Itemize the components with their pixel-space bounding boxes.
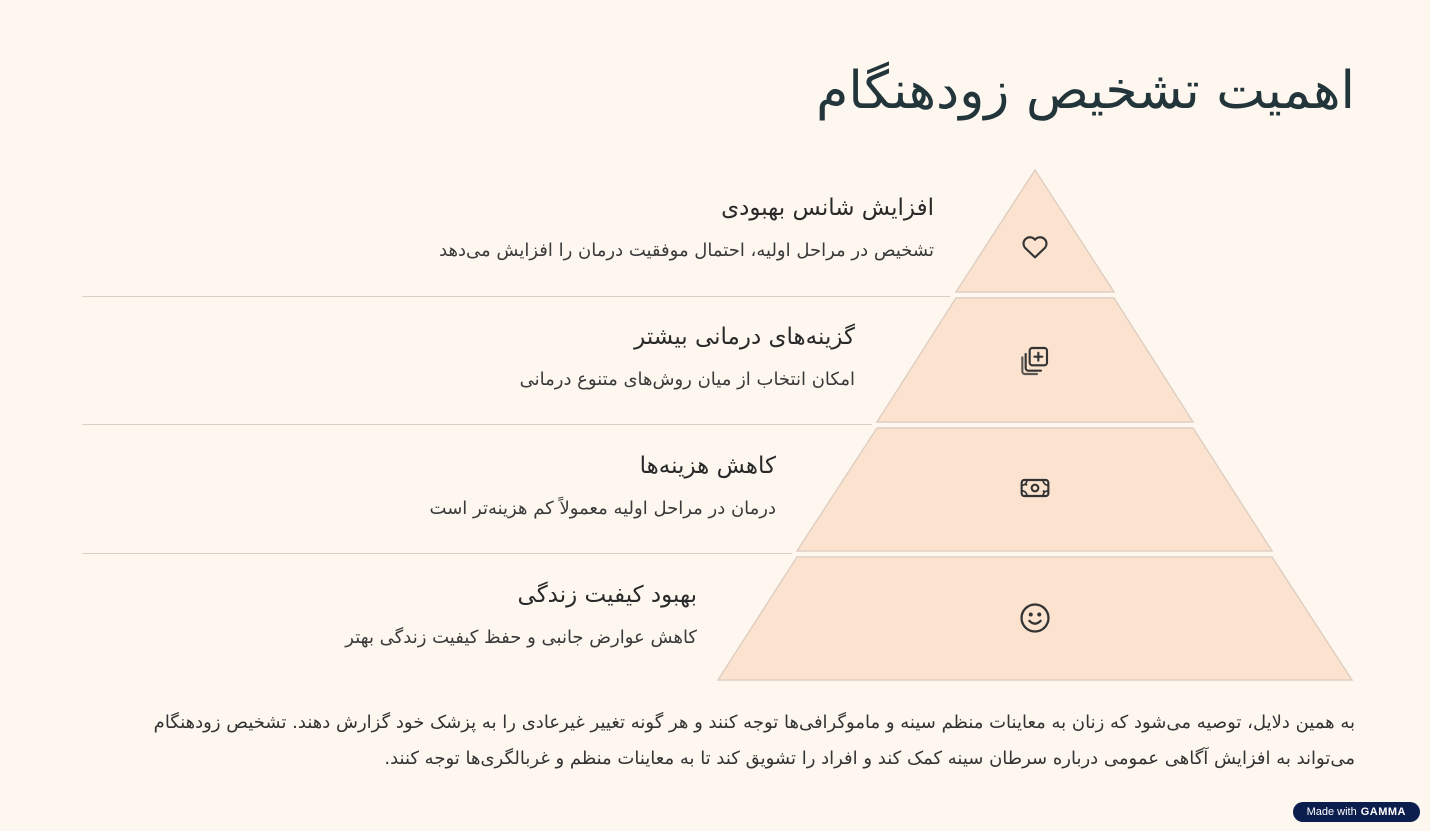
level-2-heading: گزینه‌های درمانی بیشتر: [634, 324, 855, 350]
level-1-heading: افزایش شانس بهبودی: [721, 195, 934, 221]
banknote-icon: [1018, 471, 1052, 505]
level-4-description: کاهش عوارض جانبی و حفظ کیفیت زندگی بهتر: [345, 627, 697, 648]
medical-copy-icon: [1018, 343, 1052, 377]
level-divider: [82, 296, 950, 297]
level-2-text: [520, 321, 855, 393]
level-3-heading: کاهش هزینه‌ها: [639, 453, 776, 479]
made-with-gamma-badge[interactable]: [1293, 802, 1420, 822]
smile-icon: [1018, 601, 1052, 635]
badge-prefix: Made with: [1306, 806, 1357, 818]
heart-icon: [1018, 229, 1052, 263]
level-1-text: [439, 192, 934, 264]
level-4-text: [345, 579, 697, 651]
level-divider: [82, 424, 872, 425]
level-2-description: امکان انتخاب از میان روش‌های متنوع درمانی: [519, 369, 855, 390]
summary-paragraph: به همین دلایل، توصیه می‌شود که زنان به معاینات منظم سینه و ماموگرافی‌ها توجه کنند و هر گونه تغییر غیرعادی را به پزشک خود گزارش دهند. تشخیص زودهنگام می‌تواند به افزایش آگاهی عمومی درباره سرطان سینه کمک کند و افراد را تشویق کند تا به معاینات منظم و غربالگری‌ها توجه کنند.: [153, 712, 1355, 769]
badge-brand: GAMMA: [1360, 806, 1406, 818]
level-1-description: تشخیص در مراحل اولیه، احتمال موفقیت درمان را افزایش می‌دهد: [439, 240, 934, 261]
page-title: اهمیت تشخیص زودهنگام: [816, 61, 1355, 121]
level-4-heading: بهبود کیفیت زندگی: [517, 582, 697, 608]
level-3-text: [430, 450, 776, 522]
level-divider: [82, 553, 792, 554]
level-3-description: درمان در مراحل اولیه معمولاً کم هزینه‌تر است: [429, 498, 776, 519]
